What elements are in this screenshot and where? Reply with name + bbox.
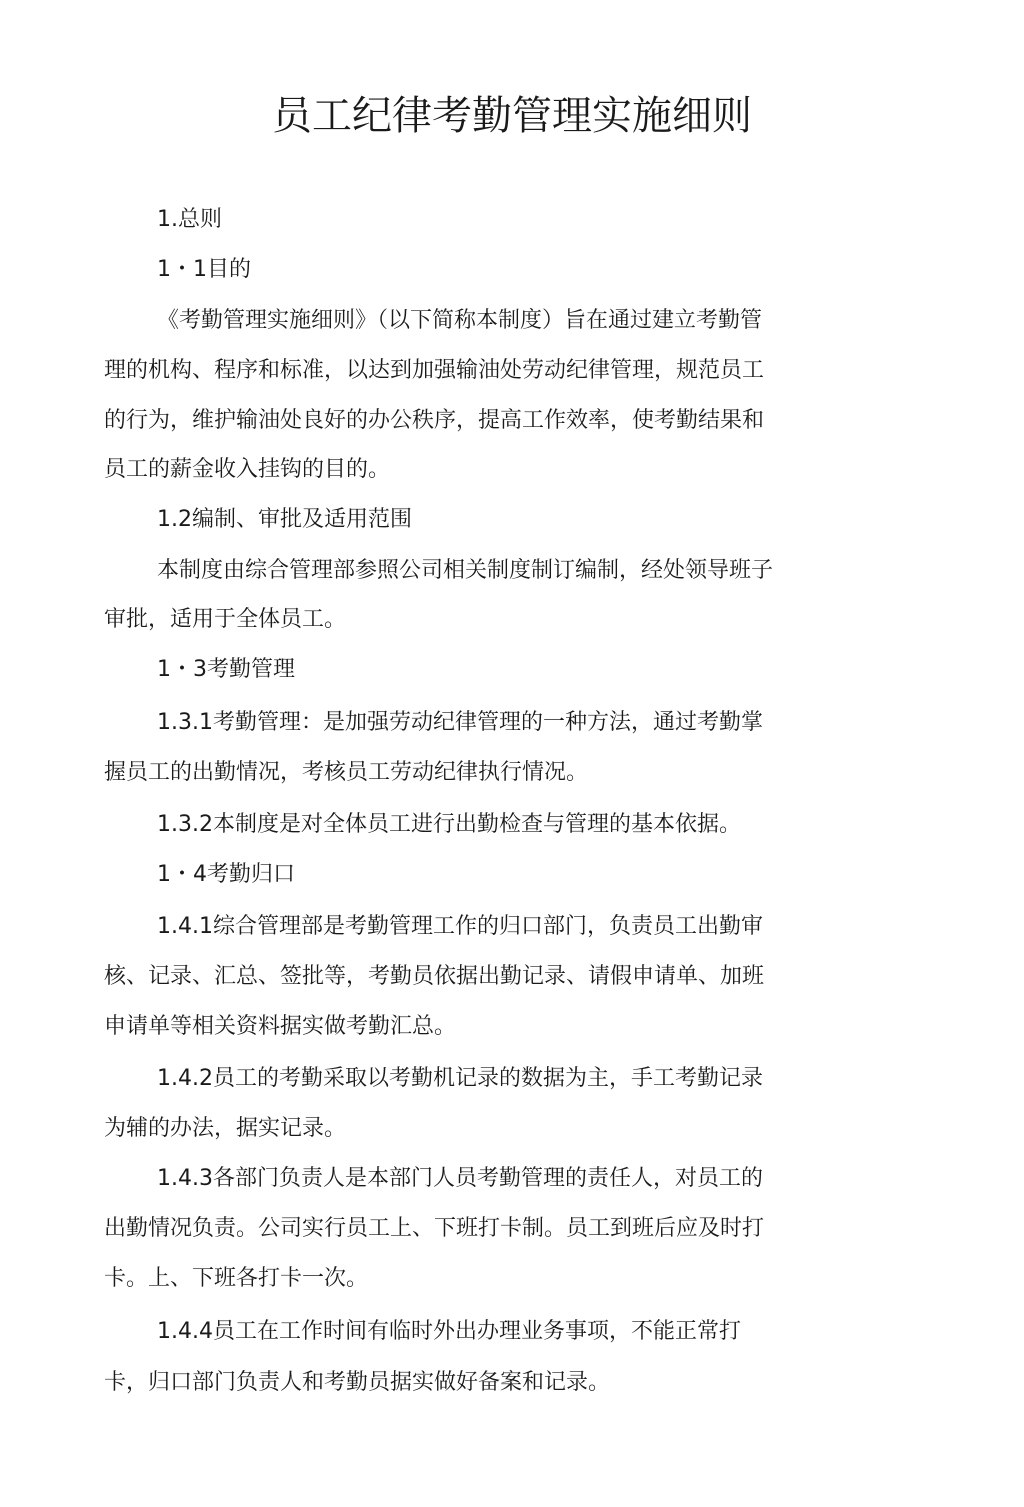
paragraph-line: 核、记录、汇总、签批等，考勤员依据出勤记录、请假申请单、加班: [104, 964, 765, 989]
paragraph-line: 本制度由综合管理部参照公司相关制度制订编制，经处领导班子: [157, 558, 774, 583]
section-heading-general: 1.总则: [157, 207, 222, 232]
paragraph-line: 申请单等相关资料据实做考勤汇总。: [104, 1014, 457, 1039]
paragraph-line: 理的机构、程序和标准，以达到加强输油处劳动纪律管理，规范员工: [104, 358, 765, 383]
paragraph-line: 的行为，维护输油处良好的办公秩序，提高工作效率，使考勤结果和: [104, 408, 765, 433]
paragraph-line: 握员工的出勤情况，考核员工劳动纪律执行情况。: [104, 760, 589, 785]
document-title: 员工纪律考勤管理实施细则: [272, 93, 752, 139]
subsection-heading-scope: 1.2编制、审批及适用范围: [157, 507, 412, 532]
paragraph-line: 卡，归口部门负责人和考勤员据实做好备案和记录。: [104, 1370, 611, 1395]
subsection-heading-attendance-responsibility: 1・4考勤归口: [157, 862, 295, 887]
subsection-heading-purpose: 1・1目的: [157, 257, 251, 282]
paragraph-line: 审批，适用于全体员工。: [104, 607, 347, 632]
paragraph-line: 《考勤管理实施细则》（以下简称本制度）旨在通过建立考勤管: [157, 308, 763, 333]
paragraph-line: 1.4.3各部门负责人是本部门人员考勤管理的责任人，对员工的: [157, 1166, 763, 1191]
paragraph-line: 出勤情况负责。公司实行员工上、下班打卡制。员工到班后应及时打: [104, 1216, 765, 1241]
paragraph-line: 1.4.4员工在工作时间有临时外出办理业务事项，不能正常打: [157, 1319, 741, 1344]
paragraph-line: 1.3.1考勤管理：是加强劳动纪律管理的一种方法，通过考勤掌: [157, 710, 763, 735]
paragraph-line: 卡。上、下班各打卡一次。: [104, 1266, 369, 1291]
subsection-heading-attendance-management: 1・3考勤管理: [157, 657, 295, 682]
paragraph-line: 为辅的办法，据实记录。: [104, 1116, 347, 1141]
paragraph-line: 1.3.2本制度是对全体员工进行出勤检查与管理的基本依据。: [157, 812, 741, 837]
paragraph-line: 1.4.2员工的考勤采取以考勤机记录的数据为主，手工考勤记录: [157, 1066, 763, 1091]
paragraph-line: 员工的薪金收入挂钩的目的。: [104, 457, 391, 482]
paragraph-line: 1.4.1综合管理部是考勤管理工作的归口部门，负责员工出勤审: [157, 914, 763, 939]
